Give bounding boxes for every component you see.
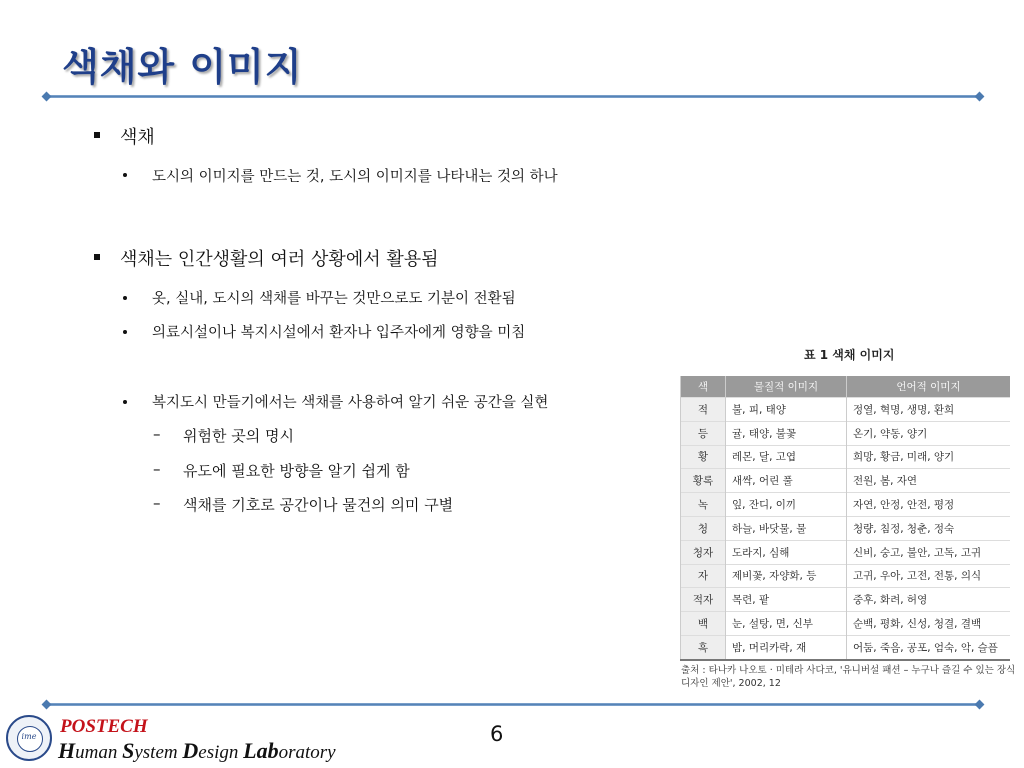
table-row bbox=[681, 588, 1011, 612]
logo-text: ime bbox=[21, 732, 37, 741]
table-row bbox=[681, 564, 1011, 588]
table-cell: 새싹, 어린 풀 bbox=[726, 469, 847, 493]
slide-title: 색채와 이미지 bbox=[62, 45, 303, 89]
lab-name-part: uman bbox=[75, 742, 123, 763]
table-cell: 불, 피, 태양 bbox=[726, 398, 847, 422]
table-cell: 중후, 화려, 허영 bbox=[847, 588, 1011, 612]
table-cell: 고귀, 우아, 고전, 전통, 의식 bbox=[847, 564, 1011, 588]
table-cell: 귤, 태양, 불꽃 bbox=[726, 421, 847, 445]
square-bullet-icon bbox=[94, 254, 100, 260]
lab-name-part: H bbox=[58, 738, 76, 763]
table-cell: 눈, 설탕, 면, 신부 bbox=[726, 612, 847, 636]
table-row bbox=[681, 540, 1011, 564]
table-cell: 황록 bbox=[681, 469, 726, 493]
table-cell: 적 bbox=[681, 398, 726, 422]
table-cell: 자연, 안정, 안전, 평정 bbox=[847, 493, 1011, 517]
sub-sub-bullet-text: 유도에 필요한 방향을 알기 쉽게 함 bbox=[183, 462, 410, 480]
title-divider bbox=[46, 95, 980, 98]
bullet-text: 색채는 인간생활의 여러 상황에서 활용됨 bbox=[120, 249, 439, 270]
table-cell: 황 bbox=[681, 445, 726, 469]
dash-bullet-icon: – bbox=[153, 494, 161, 512]
table-row bbox=[681, 612, 1011, 636]
table-cell: 하늘, 바닷물, 물 bbox=[726, 516, 847, 540]
color-image-table bbox=[680, 376, 1010, 661]
lab-name-part: oratory bbox=[278, 742, 336, 763]
dot-bullet-icon bbox=[123, 400, 127, 404]
table-cell: 정열, 혁명, 생명, 환희 bbox=[847, 398, 1011, 422]
dot-bullet-icon bbox=[123, 173, 127, 177]
sub-bullet-text: 옷, 실내, 도시의 색채를 바꾸는 것만으로도 기분이 전환됨 bbox=[152, 291, 516, 307]
dot-bullet-icon bbox=[123, 296, 127, 300]
sub-bullet-text: 도시의 이미지를 만드는 것, 도시의 이미지를 나타내는 것의 하나 bbox=[152, 169, 558, 185]
sub-sub-bullet-text: 위험한 곳의 명시 bbox=[183, 427, 294, 445]
table-cell: 청 bbox=[681, 516, 726, 540]
table-cell: 자 bbox=[681, 564, 726, 588]
table-caption: 표 1 색채 이미지 bbox=[804, 348, 895, 362]
table-cell: 온기, 약동, 양기 bbox=[847, 421, 1011, 445]
lab-name-part: esign bbox=[198, 742, 244, 763]
lab-name bbox=[58, 738, 336, 764]
table-cell: 적자 bbox=[681, 588, 726, 612]
table-cell: 흑 bbox=[681, 635, 726, 659]
bullet-text: 색채 bbox=[120, 127, 155, 148]
table-cell: 전원, 봄, 자연 bbox=[847, 469, 1011, 493]
page-number: 6 bbox=[490, 722, 504, 746]
table-source-note: 출처 : 타나카 나오토 · 미테라 사다코, '유니버설 패션 – 누구나 즐길 수 있는 장식 디자인 제안', 2002, 12 bbox=[681, 665, 1016, 689]
table-cell: 순백, 평화, 신성, 청결, 결백 bbox=[847, 612, 1011, 636]
org-name: POSTECH bbox=[60, 716, 148, 737]
table-cell: 청자 bbox=[681, 540, 726, 564]
dash-bullet-icon: – bbox=[153, 425, 161, 443]
sub-bullet-text: 의료시설이나 복지시설에서 환자나 입주자에게 영향을 미침 bbox=[152, 325, 526, 341]
table-cell: 신비, 숭고, 불안, 고독, 고귀 bbox=[847, 540, 1011, 564]
table-row bbox=[681, 421, 1011, 445]
lab-name-part: ystem bbox=[134, 742, 183, 763]
lab-name-part: S bbox=[122, 738, 135, 763]
table-header: 색 bbox=[681, 376, 726, 398]
dot-bullet-icon bbox=[123, 330, 127, 334]
table-cell: 희망, 황금, 미래, 양기 bbox=[847, 445, 1011, 469]
table-cell: 도라지, 심해 bbox=[726, 540, 847, 564]
lab-name-part: Lab bbox=[243, 738, 279, 763]
sub-sub-bullet-text: 색채를 기호로 공간이나 물건의 의미 구별 bbox=[183, 496, 454, 514]
table-cell: 청량, 침정, 청춘, 정숙 bbox=[847, 516, 1011, 540]
table-row bbox=[681, 635, 1011, 659]
lab-name-part: D bbox=[182, 738, 199, 763]
table-row bbox=[681, 469, 1011, 493]
table-header: 언어적 이미지 bbox=[847, 376, 1011, 398]
ime-logo-icon bbox=[6, 715, 52, 761]
table-cell: 등 bbox=[681, 421, 726, 445]
table-cell: 제비꽃, 자양화, 등 bbox=[726, 564, 847, 588]
footer-divider bbox=[46, 703, 980, 706]
table-row bbox=[681, 516, 1011, 540]
table-row bbox=[681, 445, 1011, 469]
square-bullet-icon bbox=[94, 132, 100, 138]
table-cell: 어둠, 죽음, 공포, 엄숙, 악, 슬픔 bbox=[847, 635, 1011, 659]
sub-bullet-text: 복지도시 만들기에서는 색채를 사용하여 알기 쉬운 공간을 실현 bbox=[152, 395, 549, 411]
table-cell: 백 bbox=[681, 612, 726, 636]
table-row bbox=[681, 493, 1011, 517]
table-cell: 목련, 팥 bbox=[726, 588, 847, 612]
table-cell: 잎, 잔디, 이끼 bbox=[726, 493, 847, 517]
table-cell: 레몬, 달, 고엽 bbox=[726, 445, 847, 469]
table-header: 물질적 이미지 bbox=[726, 376, 847, 398]
table-row bbox=[681, 398, 1011, 422]
table-cell: 녹 bbox=[681, 493, 726, 517]
dash-bullet-icon: – bbox=[153, 460, 161, 478]
table-cell: 밤, 머리카락, 재 bbox=[726, 635, 847, 659]
